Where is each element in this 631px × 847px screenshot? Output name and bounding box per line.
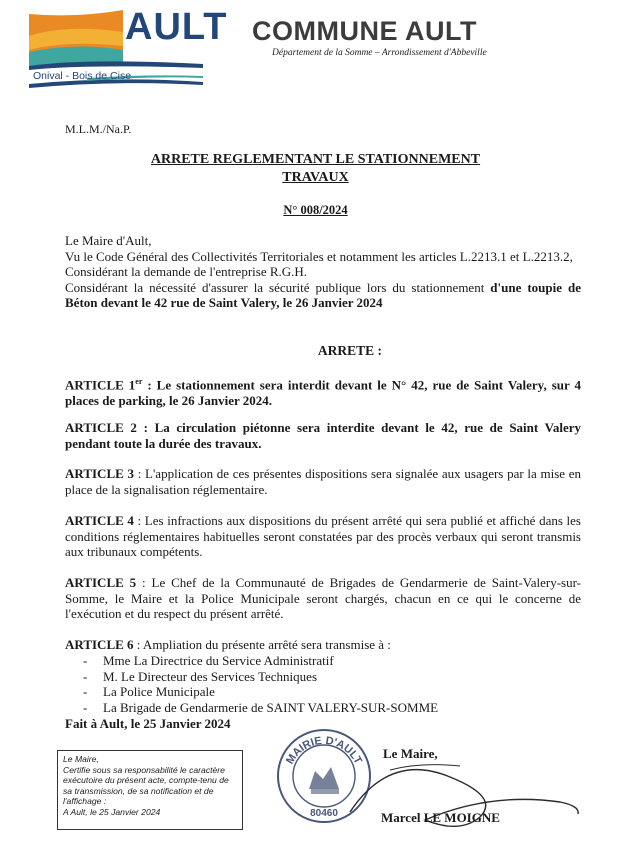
article-3-label: ARTICLE 3 <box>65 466 134 481</box>
certification-date: A Ault, le 25 Janvier 2024 <box>63 806 161 817</box>
list-item: - La Police Municipale <box>80 684 438 700</box>
article-5-text: : Le Chef de la Communauté de Brigades de Gendarmerie de Saint-Valery-sur-Somme, le Maire et la Police Municipale seront chargés, chacun en ce qui le concerne de l'exécution et du respect du présent arrêté. <box>65 575 581 621</box>
logo-subtitle: Onival - Bois de Cise <box>33 70 132 82</box>
ault-logo <box>27 6 228 92</box>
list-item: - Mme La Directrice du Service Administratif <box>80 653 438 669</box>
article-2-label: ARTICLE 2 <box>65 420 137 435</box>
considerant-2-text: Considérant la nécessité d'assurer la sécurité publique lors du stationnement <box>65 279 491 295</box>
article-6 <box>65 637 581 653</box>
arrete-number: N° 008/2024 <box>283 203 348 217</box>
article-1-label: ARTICLE 1 <box>65 377 136 393</box>
article-2-text: : La circulation piétonne sera interdite devant le 42, rue de Saint Valery pendant toute la durée des travaux. <box>65 420 581 451</box>
preamble-considerant-2 <box>65 280 581 311</box>
article-1 <box>65 374 581 408</box>
article-1-text: : Le stationnement sera interdit devant le N° 42, rue de Saint Valery, sur 4 places de parking, le 26 Janvier 2024. <box>65 377 581 408</box>
article-3 <box>65 466 581 497</box>
certification-body: Certifie sous sa responsabilité le caractère exécutoire du présent acte, compte-tenu de sa transmission, de sa notification et de l'affichage : <box>63 764 229 807</box>
certification-box <box>57 750 243 830</box>
svg-text:MAIRIE D'AULT: MAIRIE D'AULT <box>284 734 365 767</box>
article-5-label: ARTICLE 5 <box>65 575 137 590</box>
fait-a-ault: Fait à Ault, le 25 Janvier 2024 <box>65 716 231 731</box>
preamble-vu: Vu le Code Général des Collectivités Territoriales et notamment les articles L.2213.1 et L.2213.2, <box>65 248 573 264</box>
document-title-line2: TRAVAUX <box>282 170 349 185</box>
certification-title: Le Maire, <box>63 754 99 764</box>
svg-text:80460: 80460 <box>310 808 338 819</box>
article-3-text: : L'application de ces présentes dispositions sera signalée aux usagers par la mise en place de la signalisation réglementaire. <box>65 466 581 497</box>
article-1-sup: er <box>135 377 143 386</box>
arrete-heading: ARRETE : <box>317 343 383 358</box>
preamble-maire: Le Maire d'Ault, <box>65 233 152 248</box>
article-6-label: ARTICLE 6 <box>65 637 134 652</box>
article-4-text: : Les infractions aux dispositions du présent arrêté qui sera publié et affiché dans les conditions réglementaires habituelles seront constatées par des procès verbaux qui seront transmis aux tribunaux compétents. <box>65 513 581 559</box>
signatory-name: Marcel LE MOIGNE <box>381 810 500 825</box>
article-2 <box>65 420 581 451</box>
department-line: Département de la Somme – Arrondissement d'Abbeville <box>272 48 487 58</box>
signature-title: Le Maire, <box>383 746 438 761</box>
list-item: - La Brigade de Gendarmerie de SAINT VALERY-SUR-SOMME <box>80 700 438 716</box>
article-4 <box>65 513 581 560</box>
document-title-line1: ARRETE REGLEMENTANT LE STATIONNEMENT <box>150 152 481 167</box>
article-5 <box>65 575 581 622</box>
list-item: - M. Le Directeur des Services Techniques <box>80 669 438 685</box>
recipient-list <box>80 653 438 715</box>
logo-wordmark: AULT <box>125 6 228 48</box>
preamble <box>65 233 581 311</box>
reference: M.L.M./Na.P. <box>65 122 132 136</box>
preamble-considerant-1: Considérant la demande de l'entreprise R.G.H. <box>65 264 308 279</box>
commune-title: COMMUNE AULT <box>252 16 477 46</box>
article-6-text: : Ampliation du présente arrêté sera transmise à : <box>133 637 391 652</box>
article-4-label: ARTICLE 4 <box>65 513 134 528</box>
considerant-2-bold: d'une toupie de Béton devant le 42 rue de Saint Valery, le 26 Janvier 2024 <box>65 279 581 310</box>
